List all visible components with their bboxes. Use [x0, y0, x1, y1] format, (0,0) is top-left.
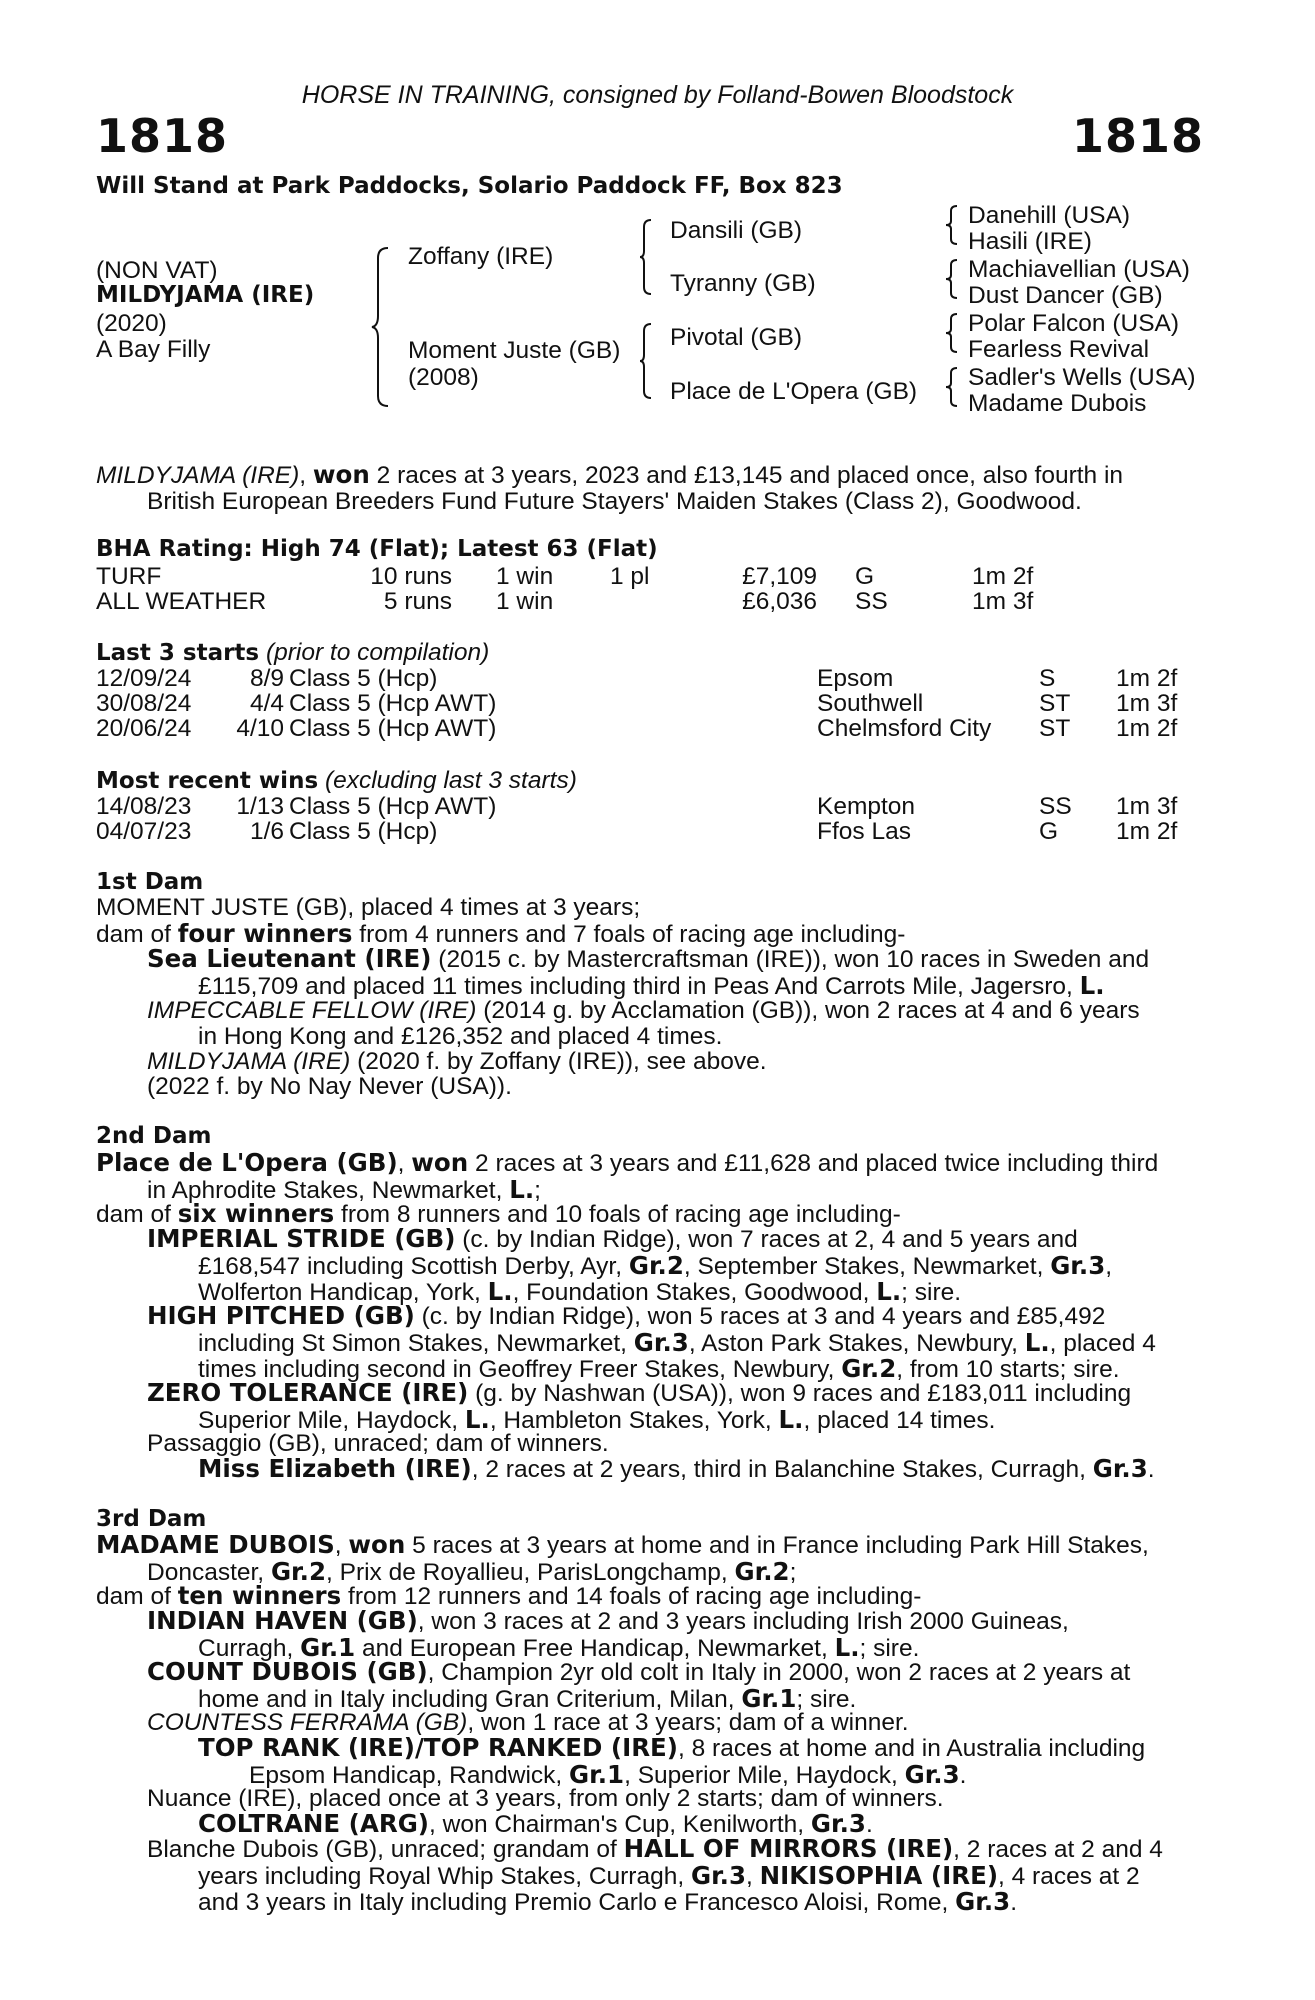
race-grade: Gr.3: [633, 1327, 689, 1357]
start-position: 8/9: [249, 665, 284, 692]
text: ,: [1105, 1252, 1113, 1280]
win-row: [0, 819, 1315, 845]
race-grade: Gr.1: [741, 1683, 797, 1713]
rating-surface: TURF: [96, 563, 162, 590]
race-summary: MILDYJAMA (IRE), won 2 races at 3 years, 2023 and £13,145 and placed once, also fourth in British European Breeders Fund Future Stayers' Maiden Stakes (Class 2), Goodwood.: [96, 462, 1204, 514]
text: Curragh,: [198, 1634, 301, 1662]
race-grade: L.: [834, 1632, 860, 1662]
race-grade: Gr.1: [300, 1632, 356, 1662]
bha-rating-title: BHA Rating: High 74 (Flat); Latest 63 (Flat): [96, 536, 658, 562]
text: , from 10 starts; sire.: [896, 1356, 1120, 1384]
text: from 8 runners and 10 foals of racing age including-: [334, 1201, 901, 1228]
produce-count-dubois: [147, 1659, 1204, 1712]
text: times including second in Geoffrey Freer Stakes, Newbury,: [198, 1356, 842, 1384]
race-grade: L.: [1079, 970, 1105, 1000]
horse-name: HALL OF MIRRORS (IRE): [623, 1834, 954, 1863]
text: , placed 14 times.: [803, 1406, 996, 1434]
text: .: [1010, 1889, 1017, 1917]
race-grade: Gr.2: [270, 1556, 326, 1586]
race-grade: L.: [1024, 1327, 1050, 1357]
race-grade: Gr.3: [904, 1759, 960, 1789]
pedigree-sss: Danehill (USA): [968, 202, 1131, 229]
won: won: [348, 1530, 406, 1559]
pedigree-dam: Moment Juste (GB): [408, 337, 621, 364]
produce-high-pitched: [147, 1303, 1204, 1383]
rating-distance: 1m 3f: [972, 588, 1034, 615]
start-position: 4/4: [249, 690, 284, 717]
stand-location: Will Stand at Park Paddocks, Solario Paddock FF, Box 823: [96, 173, 843, 199]
summary-won: won: [312, 460, 370, 489]
race-grade: Gr.1: [569, 1759, 625, 1789]
horse-description: A Bay Filly: [96, 336, 211, 363]
race-grade: Gr.2: [628, 1250, 684, 1280]
horse-name: HIGH PITCHED (GB): [147, 1301, 415, 1330]
first-dam-line-1: MOMENT JUSTE (GB), placed 4 times at 3 years;: [96, 894, 641, 921]
start-course: Epsom: [817, 665, 894, 692]
win-course: Kempton: [817, 793, 916, 820]
text: , won Chairman's Cup, Kenilworth,: [429, 1811, 811, 1838]
horse-name: COUNT DUBOIS (GB): [147, 1657, 428, 1686]
summary-text-1: 2 races at 3 years, 2023 and £13,145 and placed once, also fourth in: [369, 462, 1124, 489]
rating-surface: ALL WEATHER: [96, 588, 267, 615]
pedigree-ddd: Madame Dubois: [968, 390, 1147, 417]
pedigree-sire: Zoffany (IRE): [408, 243, 554, 270]
produce-blanche-dubois: [147, 1836, 1204, 1916]
text: (2020 f. by Zoffany (IRE)), see above.: [350, 1048, 767, 1075]
pedigree-dds: Sadler's Wells (USA): [968, 364, 1196, 391]
start-distance: 1m 2f: [1116, 715, 1178, 742]
race-grade: L.: [464, 1404, 490, 1434]
last3-title: Last 3 starts: [96, 640, 260, 666]
horse-name: MADAME DUBOIS: [96, 1530, 335, 1559]
text: ,: [397, 1150, 412, 1177]
text: , 2 races at 2 and 4: [953, 1836, 1163, 1863]
text: , Prix de Royallieu, ParisLongchamp,: [326, 1558, 735, 1586]
text: , won 3 races at 2 and 3 years including Irish 2000 Guineas,: [417, 1608, 1069, 1635]
text: , Aston Park Stakes, Newbury,: [688, 1329, 1025, 1357]
pedigree-sire-sire: Dansili (GB): [670, 217, 803, 244]
lot-number-left: 1818: [96, 109, 229, 163]
pedigree-brace-main: [370, 246, 392, 408]
race-grade: Gr.3: [1092, 1454, 1148, 1483]
text: ;: [534, 1176, 541, 1204]
text: and 3 years in Italy including Premio Carlo e Francesco Aloisi, Rome,: [198, 1889, 956, 1917]
pedigree-dam-sire: Pivotal (GB): [670, 324, 803, 351]
start-row: [0, 666, 1315, 692]
rating-wins: 1 win: [496, 588, 554, 615]
race-grade: Gr.2: [734, 1556, 790, 1586]
start-position: 4/10: [236, 715, 284, 742]
win-date: 14/08/23: [96, 793, 192, 820]
race-grade: L.: [876, 1277, 902, 1307]
text: , Superior Mile, Haydock,: [624, 1761, 905, 1789]
pedigree-ssd: Hasili (IRE): [968, 228, 1092, 255]
second-dam-record: [96, 1150, 1204, 1203]
text: (2014 g. by Acclamation (GB)), won 2 races at 4 and 6 years: [476, 997, 1140, 1024]
pedigree-dam-dam: Place de L'Opera (GB): [670, 378, 918, 405]
text: ; sire.: [901, 1279, 962, 1307]
grandproduce-top-rank: [198, 1735, 1204, 1788]
win-going: SS: [1039, 793, 1072, 820]
text: Epsom Handicap, Randwick,: [249, 1761, 570, 1789]
text: dam of: [96, 921, 178, 948]
text: , 2 races at 2 years, third in Balanchine Stakes, Curragh,: [471, 1456, 1093, 1483]
horse-name: TOP RANK (IRE)/TOP RANKED (IRE): [198, 1733, 678, 1762]
text: 2 races at 3 years and £11,628 and placed twice including third: [468, 1150, 1159, 1177]
pedigree-brace-sd: [944, 258, 960, 300]
rating-going: SS: [855, 588, 888, 615]
text: (c. by Indian Ridge), won 7 races at 2, 4 and 5 years and: [455, 1226, 1078, 1253]
produce-mildyjama: [147, 1049, 1204, 1075]
win-going: G: [1039, 818, 1059, 845]
recent-title: Most recent wins: [96, 768, 319, 794]
pedigree-brace-dam: [638, 322, 654, 400]
grandproduce-miss-elizabeth: [198, 1456, 1204, 1483]
rating-runs: 5 runs: [383, 588, 452, 615]
start-row: [0, 691, 1315, 717]
horse-name: MILDYJAMA (IRE): [96, 282, 315, 308]
text: Wolferton Handicap, York,: [198, 1279, 488, 1307]
horse-name: MILDYJAMA (IRE): [147, 1048, 351, 1075]
horse-name: NIKISOPHIA (IRE): [759, 1860, 999, 1890]
text: , 8 races at home and in Australia including: [678, 1735, 1146, 1762]
text: (2015 c. by Mastercraftsman (IRE)), won 10 races in Sweden and: [431, 946, 1150, 973]
winners-count: ten winners: [177, 1581, 342, 1610]
text: , placed 4: [1049, 1329, 1156, 1357]
won: won: [411, 1148, 469, 1177]
text: .: [1147, 1456, 1155, 1483]
win-race: Class 5 (Hcp AWT): [289, 793, 497, 820]
second-dam-title: 2nd Dam: [96, 1123, 212, 1149]
text: ; sire.: [859, 1634, 920, 1662]
text: from 4 runners and 7 foals of racing age including-: [352, 921, 906, 948]
text: (c. by Indian Ridge), won 5 races at 3 and 4 years and £85,492: [414, 1303, 1106, 1330]
race-grade: Gr.3: [690, 1860, 747, 1890]
third-dam-title: 3rd Dam: [96, 1506, 207, 1532]
rating-going: G: [855, 563, 875, 590]
winners-count: four winners: [177, 919, 353, 948]
text: dam of: [96, 1201, 178, 1228]
text: years including Royal Whip Stakes, Curragh,: [198, 1862, 691, 1890]
horse-name: ZERO TOLERANCE (IRE): [147, 1378, 469, 1407]
text: dam of: [96, 1583, 178, 1610]
rating-runs: 10 runs: [370, 563, 452, 590]
pedigree-brace-dd: [944, 366, 960, 408]
text: from 12 runners and 14 foals of racing age including-: [341, 1583, 922, 1610]
win-date: 04/07/23: [96, 818, 192, 845]
third-dam-record: [96, 1532, 1204, 1585]
text: , September Stakes, Newmarket,: [683, 1252, 1051, 1280]
start-race: Class 5 (Hcp AWT): [289, 690, 497, 717]
horse-name: INDIAN HAVEN (GB): [147, 1606, 418, 1635]
text: , Hambleton Stakes, York,: [489, 1406, 779, 1434]
pedigree-dss: Polar Falcon (USA): [968, 310, 1180, 337]
produce-passaggio: Passaggio (GB), unraced; dam of winners.: [147, 1430, 609, 1457]
produce-sea-lieutenant: [147, 946, 1204, 999]
lot-number-right: 1818: [1071, 109, 1204, 163]
text: , Champion 2yr old colt in Italy in 2000, won 2 races at 2 years at: [427, 1659, 1131, 1686]
text: , 4 races at 2: [998, 1862, 1140, 1890]
horse-name: Sea Lieutenant (IRE): [147, 944, 432, 973]
produce-imperial-stride: [147, 1226, 1204, 1306]
start-course: Southwell: [817, 690, 924, 717]
start-distance: 1m 2f: [1116, 665, 1178, 692]
pedigree-sds: Machiavellian (USA): [968, 256, 1190, 283]
text: Superior Mile, Haydock,: [198, 1406, 465, 1434]
rating-row-turf: [0, 564, 1315, 590]
win-distance: 1m 2f: [1116, 818, 1178, 845]
consignment-line: HORSE IN TRAINING, consigned by Folland-Bowen Bloodstock: [301, 81, 1014, 109]
text: in Hong Kong and £126,352 and placed 4 times.: [198, 1022, 723, 1050]
text: .: [959, 1761, 967, 1789]
pedigree-dam-year: (2008): [408, 364, 479, 391]
text: ,: [746, 1862, 760, 1890]
start-race: Class 5 (Hcp AWT): [289, 715, 497, 742]
race-grade: L.: [487, 1277, 513, 1307]
horse-name: Miss Elizabeth (IRE): [198, 1454, 472, 1483]
win-race: Class 5 (Hcp): [289, 818, 438, 845]
race-grade: L.: [778, 1404, 804, 1434]
produce-2022-filly: (2022 f. by No Nay Never (USA)).: [147, 1073, 512, 1100]
start-row: [0, 716, 1315, 742]
text: £168,547 including Scottish Derby, Ayr,: [198, 1252, 629, 1280]
horse-name: COLTRANE (ARG): [198, 1809, 430, 1838]
win-position: 1/6: [249, 818, 284, 845]
race-grade: Gr.3: [955, 1887, 1011, 1917]
start-course: Chelmsford City: [817, 715, 992, 742]
start-date: 30/08/24: [96, 690, 192, 717]
produce-nuance: Nuance (IRE), placed once at 3 years, from only 2 starts; dam of winners.: [147, 1785, 944, 1812]
start-going: S: [1039, 665, 1056, 692]
start-race: Class 5 (Hcp): [289, 665, 438, 692]
text: 5 races at 3 years at home and in France including Park Hill Stakes,: [405, 1532, 1149, 1559]
horse-year: (2020): [96, 310, 167, 337]
race-grade: L.: [509, 1174, 535, 1204]
recent-note: (excluding last 3 starts): [324, 767, 577, 794]
text: Doncaster,: [147, 1558, 271, 1586]
text: , won 1 race at 3 years; dam of a winner.: [467, 1709, 909, 1736]
pedigree-brace-ds: [944, 312, 960, 354]
pedigree-brace-sire: [638, 218, 654, 296]
horse-name: COUNTESS FERRAMA (GB): [147, 1709, 468, 1736]
text: home and in Italy including Gran Criterium, Milan,: [198, 1685, 742, 1713]
rating-placed: 1 pl: [610, 563, 650, 590]
pedigree-brace-ss: [944, 204, 960, 246]
rating-distance: 1m 2f: [972, 563, 1034, 590]
produce-countess-ferrama: [147, 1710, 1204, 1736]
produce-impeccable-fellow: [147, 998, 1204, 1049]
recent-heading: [96, 768, 577, 794]
start-date: 12/09/24: [96, 665, 192, 692]
rating-prize: £7,109: [742, 563, 817, 590]
text: (g. by Nashwan (USA)), won 9 races and £183,011 including: [468, 1380, 1132, 1407]
text: , Foundation Stakes, Goodwood,: [512, 1279, 877, 1307]
produce-indian-haven: [147, 1608, 1204, 1661]
start-going: ST: [1039, 690, 1071, 717]
first-dam-title: 1st Dam: [96, 869, 204, 895]
rating-wins: 1 win: [496, 563, 554, 590]
summary-text-2: British European Breeders Fund Future Stayers' Maiden Stakes (Class 2), Goodwood.: [147, 487, 1082, 515]
rating-prize: £6,036: [742, 588, 817, 615]
win-row: [0, 794, 1315, 820]
rating-row-all-weather: [0, 589, 1315, 615]
last3-note: (prior to compilation): [265, 639, 490, 666]
text: ;: [789, 1558, 797, 1586]
start-date: 20/06/24: [96, 715, 192, 742]
race-grade: Gr.3: [810, 1809, 866, 1838]
produce-zero-tolerance: [147, 1380, 1204, 1433]
race-grade: Gr.3: [1050, 1250, 1106, 1280]
win-position: 1/13: [236, 793, 284, 820]
text: .: [865, 1811, 873, 1838]
start-going: ST: [1039, 715, 1071, 742]
text: £115,709 and placed 11 times including third in Peas And Carrots Mile, Jagersro,: [198, 972, 1080, 1000]
horse-name: IMPERIAL STRIDE (GB): [147, 1224, 456, 1253]
win-course: Ffos Las: [817, 818, 911, 845]
last3-heading: [96, 640, 489, 666]
pedigree-sire-dam: Tyranny (GB): [670, 270, 816, 297]
start-distance: 1m 3f: [1116, 690, 1178, 717]
pedigree-sdd: Dust Dancer (GB): [968, 282, 1163, 309]
pedigree-dsd: Fearless Revival: [968, 336, 1150, 363]
race-grade: Gr.2: [841, 1354, 897, 1384]
vat-status: (NON VAT): [96, 257, 218, 284]
horse-name: IMPECCABLE FELLOW (IRE): [147, 997, 477, 1024]
horse-name: Place de L'Opera (GB): [96, 1148, 398, 1177]
text: in Aphrodite Stakes, Newmarket,: [147, 1176, 510, 1204]
text: ; sire.: [796, 1685, 857, 1713]
text: Blanche Dubois (GB), unraced; grandam of: [147, 1836, 624, 1863]
win-distance: 1m 3f: [1116, 793, 1178, 820]
summary-horse-name: MILDYJAMA (IRE): [96, 462, 300, 489]
text: and European Free Handicap, Newmarket,: [355, 1634, 835, 1662]
text: ,: [334, 1532, 349, 1559]
winners-count: six winners: [177, 1199, 335, 1228]
text: including St Simon Stakes, Newmarket,: [198, 1329, 634, 1357]
